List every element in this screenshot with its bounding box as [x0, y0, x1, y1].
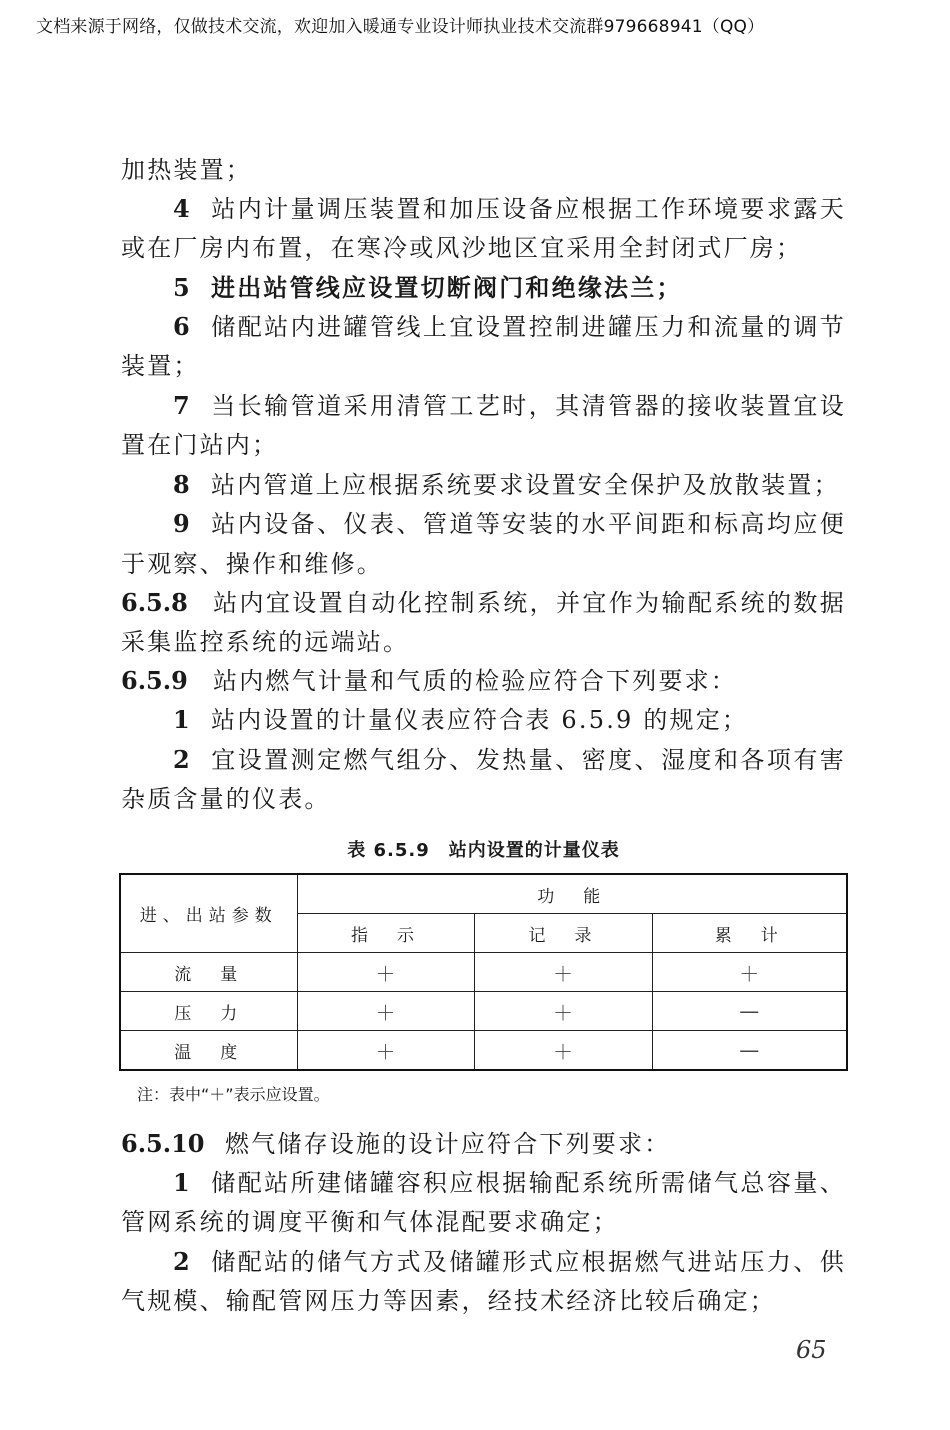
text-line: 置在门站内；	[121, 431, 279, 459]
header-function: 功 能	[297, 874, 847, 914]
text-line: 或在厂房内布置，在寒冷或风沙地区宜采用全封闭式厂房；	[121, 234, 803, 262]
list-item-4	[173, 189, 846, 229]
subheader-accumulate: 累 计	[652, 914, 847, 953]
item-number: 2	[173, 1247, 190, 1276]
text-line: 杂质含量的仪表。	[121, 785, 331, 813]
list-item-2	[173, 740, 846, 780]
table-row	[120, 992, 847, 1031]
text-line: 加热装置；	[121, 156, 252, 184]
clause-number: 6.5.8	[121, 588, 188, 617]
clause-text: 站内燃气计量和气质的检验应符合下列要求：	[213, 667, 737, 695]
item-number: 7	[173, 391, 190, 420]
subheader-record: 记 录	[474, 914, 652, 953]
clause-number: 6.5.9	[121, 666, 188, 695]
clause-number: 6.5.10	[121, 1129, 205, 1158]
text-line: 于观察、操作和维修。	[121, 550, 383, 578]
clause-6-5-9	[121, 661, 846, 701]
clause-text: 燃气储存设施的设计应符合下列要求：	[225, 1130, 671, 1158]
metering-instrument-table	[119, 873, 848, 1071]
table-cell: —	[652, 1031, 847, 1071]
item-text: 站内设备、仪表、管道等安装的水平间距和标高均应便	[211, 510, 846, 538]
text-line: 采集监控系统的远端站。	[121, 628, 410, 656]
row-param: 压 力	[120, 992, 297, 1031]
list-item-8	[173, 465, 846, 505]
clause-6-5-8	[121, 583, 846, 623]
item-text: 储配站内进罐管线上宜设置控制进罐压力和流量的调节	[211, 313, 846, 341]
page-number: 65	[796, 1336, 827, 1364]
table-cell: ＋	[297, 953, 474, 992]
list-item-1	[173, 1163, 846, 1203]
table-row	[120, 1031, 847, 1071]
item-number: 1	[173, 1168, 190, 1197]
table-caption: 表 6.5.9 站内设置的计量仪表	[347, 840, 620, 861]
table-cell: —	[652, 992, 847, 1031]
list-item-5	[173, 268, 846, 308]
list-item-2	[173, 1242, 846, 1282]
text-line: 气规模、输配管网压力等因素，经技术经济比较后确定；	[121, 1287, 776, 1315]
text-line: 装置；	[121, 352, 200, 380]
clause-6-5-10	[121, 1124, 846, 1164]
item-text: 进出站管线应设置切断阀门和绝缘法兰；	[211, 273, 683, 302]
watermark-header: 文档来源于网络，仅做技术交流，欢迎加入暖通专业设计师执业技术交流群979668941（QQ）	[36, 17, 765, 37]
item-number: 6	[173, 312, 190, 341]
clause-text: 站内宜设置自动化控制系统，并宜作为输配系统的数据	[213, 589, 846, 617]
item-text: 储配站的储气方式及储罐形式应根据燃气进站压力、供	[211, 1248, 846, 1276]
list-item-9	[173, 504, 846, 544]
table-header-row	[120, 874, 847, 914]
item-text: 站内设置的计量仪表应符合表 6.5.9 的规定；	[211, 706, 749, 734]
item-number: 4	[173, 194, 190, 223]
table-cell: ＋	[474, 953, 652, 992]
item-text: 站内管道上应根据系统要求设置安全保护及放散装置；	[211, 471, 840, 499]
row-param: 流 量	[120, 953, 297, 992]
list-item-7	[173, 386, 846, 426]
item-number: 9	[173, 509, 190, 538]
item-number: 8	[173, 470, 190, 499]
table-row	[120, 953, 847, 992]
list-item-1	[173, 700, 846, 740]
item-number: 5	[173, 273, 190, 302]
row-param: 温 度	[120, 1031, 297, 1071]
item-number: 1	[173, 705, 190, 734]
text-line: 管网系统的调度平衡和气体混配要求确定；	[121, 1208, 619, 1236]
subheader-indicate: 指 示	[297, 914, 474, 953]
table-cell: ＋	[652, 953, 847, 992]
list-item-6	[173, 307, 846, 347]
item-text: 站内计量调压装置和加压设备应根据工作环境要求露天	[211, 195, 846, 223]
header-param: 进、出站参数	[120, 874, 297, 953]
item-number: 2	[173, 745, 190, 774]
table-cell: ＋	[297, 1031, 474, 1071]
table-cell: ＋	[297, 992, 474, 1031]
table-cell: ＋	[474, 1031, 652, 1071]
table-note: 注：表中“＋”表示应设置。	[137, 1085, 330, 1104]
item-text: 宜设置测定燃气组分、发热量、密度、湿度和各项有害	[211, 746, 846, 774]
item-text: 储配站所建储罐容积应根据输配系统所需储气总容量、	[211, 1169, 846, 1197]
item-text: 当长输管道采用清管工艺时，其清管器的接收装置宜设	[211, 392, 846, 420]
table-cell: ＋	[474, 992, 652, 1031]
